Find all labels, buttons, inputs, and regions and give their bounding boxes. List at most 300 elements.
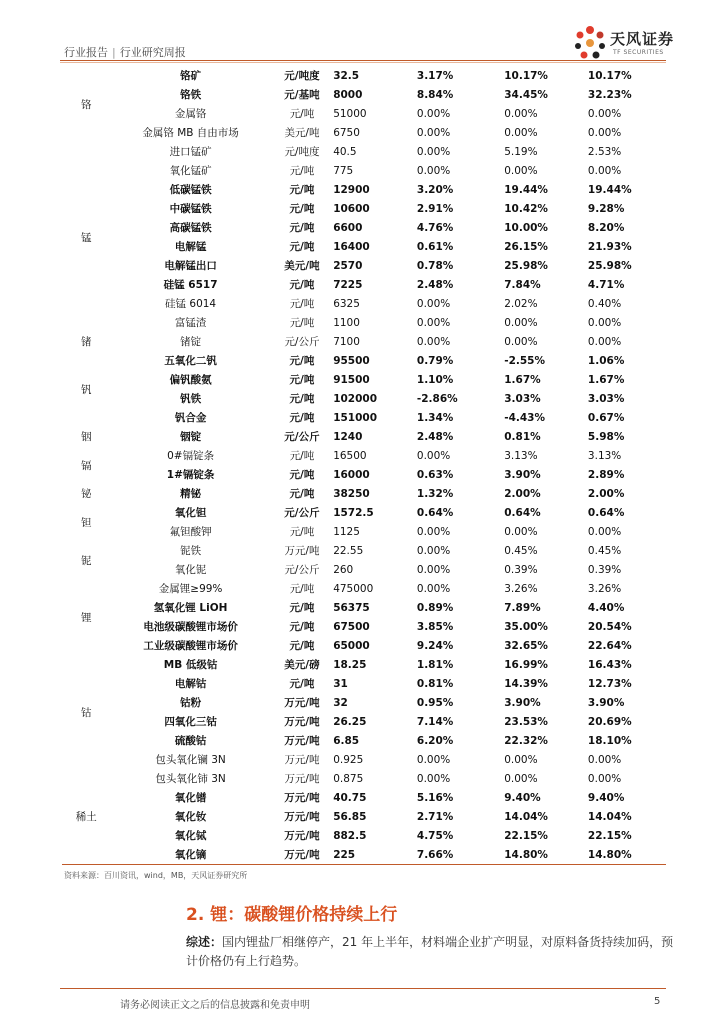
price-cell: 26.25 (333, 716, 367, 728)
price-cell: 151000 (333, 412, 378, 424)
price-cell: 7225 (333, 279, 363, 291)
unit-cell: 元/吨 (289, 488, 315, 500)
name-cell: 钒铁 (180, 393, 202, 405)
unit-cell: 万元/吨 (284, 754, 320, 766)
price-cell: 18.25 (333, 659, 367, 671)
c1-cell: 0.81% (416, 678, 454, 690)
footer-rule (60, 988, 666, 989)
price-cell: 475000 (333, 583, 374, 595)
name-cell: 进口锰矿 (169, 146, 212, 158)
table-row (62, 485, 666, 504)
table-row (62, 352, 666, 371)
name-cell: 0#镉锭条 (167, 450, 215, 462)
c2-cell: 14.04% (504, 811, 548, 823)
table-row (62, 295, 666, 314)
unit-cell: 元/吨 (289, 355, 315, 367)
name-cell: 五氧化二钒 (164, 355, 217, 367)
unit-cell: 元/公斤 (284, 507, 320, 519)
price-cell: 260 (333, 564, 354, 576)
name-cell: 氧化钽 (174, 507, 207, 519)
logo-text-en: TF SECURITIES (613, 49, 664, 56)
c3-cell: 2.00% (587, 488, 625, 500)
unit-cell: 万元/吨 (284, 830, 320, 842)
table-row (62, 656, 666, 675)
unit-cell: 元/吨 (289, 298, 315, 310)
c2-cell: 0.00% (504, 336, 538, 348)
unit-cell: 万元/吨 (284, 545, 320, 557)
c3-cell: 14.80% (587, 849, 632, 861)
unit-cell: 元/吨 (289, 526, 315, 538)
c1-cell: 2.48% (416, 431, 454, 443)
name-cell: 硅锰 6517 (163, 279, 218, 291)
company-logo (570, 22, 680, 62)
c3-cell: 9.40% (587, 792, 625, 804)
c1-cell: 3.20% (416, 184, 454, 196)
table-row (62, 599, 666, 618)
c1-cell: 0.61% (416, 241, 454, 253)
name-cell: 中碳锰铁 (169, 203, 212, 215)
name-cell: 金属铬 (174, 108, 207, 120)
c3-cell: 19.44% (587, 184, 632, 196)
table-row (62, 124, 666, 143)
category-cell: 钒 (80, 383, 92, 396)
c2-cell: 0.00% (504, 526, 538, 538)
c2-cell: -4.43% (504, 412, 546, 424)
unit-cell: 元/吨 (289, 469, 315, 481)
table-row (62, 713, 666, 732)
table-row (62, 846, 666, 865)
c2-cell: 10.00% (504, 222, 548, 234)
c3-cell: 20.69% (587, 716, 632, 728)
c3-cell: 22.15% (587, 830, 632, 842)
price-cell: 10600 (333, 203, 370, 215)
name-cell: 硫酸钴 (174, 735, 207, 747)
c1-cell: 7.14% (416, 716, 454, 728)
table-row (62, 732, 666, 751)
c1-cell: 0.00% (416, 564, 451, 576)
c3-cell: 0.00% (587, 108, 622, 120)
c2-cell: 0.00% (504, 754, 538, 766)
price-cell: 6600 (333, 222, 363, 234)
name-cell: 铬矿 (180, 70, 202, 82)
c3-cell: 0.00% (587, 526, 622, 538)
category-cell: 锂 (80, 611, 92, 624)
table-row (62, 428, 666, 447)
c1-cell: 6.20% (416, 735, 454, 747)
c3-cell: 20.54% (587, 621, 632, 633)
table-row (62, 162, 666, 181)
c3-cell: 1.06% (587, 355, 625, 367)
price-cell: 1240 (333, 431, 363, 443)
price-cell: 32 (333, 697, 348, 709)
c3-cell: 12.73% (587, 678, 632, 690)
c2-cell: 32.65% (504, 640, 548, 652)
unit-cell: 元/吨 (289, 374, 315, 386)
c2-cell: 14.80% (504, 849, 548, 861)
c3-cell: 3.13% (587, 450, 622, 462)
c3-cell: 0.45% (587, 545, 622, 557)
c2-cell: 7.84% (504, 279, 541, 291)
c2-cell: 16.99% (504, 659, 548, 671)
c3-cell: 0.00% (587, 754, 622, 766)
c3-cell: 0.40% (587, 298, 622, 310)
c1-cell: 3.85% (416, 621, 454, 633)
logo-icon (570, 22, 610, 62)
unit-cell: 元/吨 (289, 583, 315, 595)
category-cell: 钴 (80, 706, 92, 719)
c1-cell: 0.95% (416, 697, 454, 709)
unit-cell: 元/吨 (289, 184, 315, 196)
price-cell: 6325 (333, 298, 360, 310)
price-cell: 40.5 (333, 146, 357, 158)
name-cell: 金属铬 MB 自由市场 (142, 127, 239, 139)
c1-cell: 5.16% (416, 792, 454, 804)
header-report-type: 行业报告 (64, 46, 108, 59)
c2-cell: 3.90% (504, 697, 541, 709)
category-cell: 铌 (80, 554, 92, 567)
c1-cell: 1.32% (416, 488, 454, 500)
name-cell: 金属锂≥99% (158, 583, 223, 595)
price-cell: 38250 (333, 488, 370, 500)
unit-cell: 元/吨 (289, 640, 315, 652)
name-cell: 氧化锰矿 (169, 165, 212, 177)
table-row (62, 200, 666, 219)
disclaimer-link[interactable]: 请务必阅读正文之后的信息披露和免责申明 (120, 1000, 310, 1011)
c1-cell: 3.17% (416, 70, 454, 82)
unit-cell: 美元/磅 (284, 659, 320, 671)
c2-cell: 0.00% (504, 165, 538, 177)
name-cell: 电解钴 (174, 678, 207, 690)
c2-cell: 22.32% (504, 735, 548, 747)
price-cell: 51000 (333, 108, 367, 120)
unit-cell: 元/吨 (289, 450, 315, 462)
body-text: 国内锂盐厂相继停产，21 年上半年，材料端企业扩产明显，对原料备货持续加码，预计价格仍有上行趋势。 (186, 935, 674, 968)
c2-cell: -2.55% (504, 355, 546, 367)
name-cell: 富锰渣 (174, 317, 207, 329)
unit-cell: 元/吨 (289, 678, 315, 690)
category-cell: 铬 (80, 98, 92, 111)
name-cell: 工业级碳酸锂市场价 (143, 640, 238, 652)
c2-cell: 7.89% (504, 602, 541, 614)
table-row (62, 447, 666, 466)
unit-cell: 万元/吨 (284, 811, 320, 823)
name-cell: 钴粉 (180, 697, 202, 709)
unit-cell: 元/吨度 (284, 146, 320, 158)
price-cell: 32.5 (333, 70, 360, 82)
table-row (62, 694, 666, 713)
c3-cell: 0.00% (587, 165, 622, 177)
c2-cell: 3.90% (504, 469, 541, 481)
source-note: 资料来源：百川资讯，wind，MB，天风证券研究所 (64, 871, 248, 880)
body-paragraph (186, 933, 676, 971)
name-cell: 电池级碳酸锂市场价 (143, 621, 238, 633)
name-cell: MB 低级钴 (163, 659, 218, 671)
c3-cell: 4.71% (587, 279, 625, 291)
c3-cell: 4.40% (587, 602, 625, 614)
unit-cell: 元/吨 (289, 165, 315, 177)
c2-cell: 22.15% (504, 830, 548, 842)
c2-cell: 26.15% (504, 241, 548, 253)
table-row (62, 181, 666, 200)
price-cell: 882.5 (333, 830, 367, 842)
name-cell: 钒合金 (174, 412, 207, 424)
name-cell: 铌铁 (180, 545, 202, 557)
c1-cell: 2.91% (416, 203, 454, 215)
price-cell: 31 (333, 678, 348, 690)
c1-cell: 0.00% (416, 545, 451, 557)
unit-cell: 元/吨 (289, 203, 315, 215)
price-cell: 1572.5 (333, 507, 374, 519)
unit-cell: 美元/吨 (284, 260, 320, 272)
name-cell: 硅锰 6014 (165, 298, 217, 310)
unit-cell: 元/吨 (289, 241, 315, 253)
c2-cell: 0.64% (504, 507, 541, 519)
name-cell: 包头氧化铈 3N (155, 773, 226, 785)
name-cell: 氧化钕 (174, 811, 207, 823)
name-cell: 氟钽酸钾 (169, 526, 212, 538)
c3-cell: 16.43% (587, 659, 632, 671)
c1-cell: -2.86% (416, 393, 458, 405)
c1-cell: 0.00% (416, 165, 451, 177)
c2-cell: 19.44% (504, 184, 548, 196)
name-cell: 偏钒酸氨 (169, 374, 212, 386)
c2-cell: 34.45% (504, 89, 548, 101)
c3-cell: 3.26% (587, 583, 622, 595)
table-row (62, 219, 666, 238)
unit-cell: 元/吨 (289, 621, 315, 633)
table-bottom-rule (62, 864, 666, 865)
c1-cell: 2.71% (416, 811, 454, 823)
c3-cell: 9.28% (587, 203, 625, 215)
c3-cell: 0.00% (587, 773, 622, 785)
table-row (62, 86, 666, 105)
c2-cell: 0.81% (504, 431, 541, 443)
c3-cell: 2.89% (587, 469, 625, 481)
c1-cell: 0.00% (416, 146, 451, 158)
table-row (62, 808, 666, 827)
unit-cell: 万元/吨 (284, 735, 320, 747)
table-row (62, 67, 666, 86)
table-row (62, 770, 666, 789)
c1-cell: 1.81% (416, 659, 454, 671)
price-cell: 91500 (333, 374, 370, 386)
price-cell: 56375 (333, 602, 370, 614)
unit-cell: 元/吨 (289, 393, 315, 405)
c3-cell: 0.00% (587, 336, 622, 348)
price-cell: 1125 (333, 526, 360, 538)
price-cell: 6750 (333, 127, 360, 139)
c2-cell: 23.53% (504, 716, 548, 728)
c3-cell: 0.00% (587, 127, 622, 139)
c2-cell: 0.39% (504, 564, 538, 576)
c3-cell: 0.67% (587, 412, 625, 424)
name-cell: 氢氧化锂 LiOH (153, 602, 228, 614)
table-row (62, 333, 666, 352)
c3-cell: 0.00% (587, 317, 622, 329)
price-cell: 56.85 (333, 811, 367, 823)
unit-cell: 元/公斤 (284, 431, 320, 443)
c1-cell: 0.00% (416, 754, 451, 766)
category-cell: 锗 (80, 336, 92, 348)
c3-cell: 5.98% (587, 431, 625, 443)
header-rule-secondary (60, 62, 666, 63)
price-table (62, 67, 666, 865)
c1-cell: 8.84% (416, 89, 454, 101)
table-row (62, 143, 666, 162)
c3-cell: 0.39% (587, 564, 622, 576)
table-row (62, 276, 666, 295)
price-cell: 22.55 (333, 545, 364, 557)
c1-cell: 9.24% (416, 640, 454, 652)
c1-cell: 7.66% (416, 849, 454, 861)
name-cell: 锗锭 (180, 336, 202, 348)
table-row (62, 542, 666, 561)
c1-cell: 0.00% (416, 298, 451, 310)
unit-cell: 元/吨 (289, 317, 315, 329)
table-row (62, 637, 666, 656)
c1-cell: 0.00% (416, 336, 451, 348)
c1-cell: 0.79% (416, 355, 454, 367)
c3-cell: 10.17% (587, 70, 632, 82)
price-cell: 225 (333, 849, 356, 861)
section-title: 2. 锂：碳酸锂价格持续上行 (186, 905, 398, 925)
c3-cell: 2.53% (587, 146, 622, 158)
price-cell: 6.85 (333, 735, 360, 747)
c1-cell: 0.89% (416, 602, 454, 614)
table-row (62, 390, 666, 409)
c3-cell: 3.90% (587, 697, 625, 709)
c2-cell: 35.00% (504, 621, 548, 633)
c2-cell: 0.00% (504, 773, 538, 785)
c1-cell: 0.00% (416, 450, 451, 462)
c3-cell: 8.20% (587, 222, 625, 234)
header-report-subtype: 行业研究周报 (119, 46, 186, 59)
unit-cell: 元/吨 (289, 222, 315, 234)
price-cell: 2570 (333, 260, 363, 272)
unit-cell: 元/基吨 (284, 89, 320, 101)
price-cell: 102000 (333, 393, 378, 405)
c2-cell: 0.00% (504, 108, 538, 120)
table-row (62, 371, 666, 390)
category-cell: 锰 (80, 231, 92, 244)
unit-cell: 美元/吨 (284, 127, 320, 139)
c2-cell: 10.17% (504, 70, 548, 82)
c1-cell: 0.64% (416, 507, 454, 519)
c1-cell: 1.10% (416, 374, 454, 386)
c1-cell: 0.00% (416, 108, 451, 120)
unit-cell: 万元/吨 (284, 849, 320, 861)
category-cell: 铟 (80, 431, 92, 443)
page-number: 5 (654, 996, 661, 1007)
name-cell: 电解锰出口 (164, 260, 217, 272)
c3-cell: 3.03% (587, 393, 625, 405)
unit-cell: 元/吨 (289, 279, 315, 291)
price-cell: 0.875 (333, 773, 364, 785)
table-row (62, 827, 666, 846)
c2-cell: 2.00% (504, 488, 541, 500)
c1-cell: 0.00% (416, 317, 451, 329)
price-cell: 0.925 (333, 754, 364, 766)
c1-cell: 0.00% (416, 526, 451, 538)
name-cell: 四氧化三钴 (164, 716, 217, 728)
unit-cell: 元/吨 (289, 108, 315, 120)
c2-cell: 14.39% (504, 678, 548, 690)
table-row (62, 618, 666, 637)
category-cell: 稀土 (75, 811, 97, 823)
c3-cell: 22.64% (587, 640, 632, 652)
unit-cell: 万元/吨 (284, 716, 320, 728)
c2-cell: 0.00% (504, 317, 538, 329)
c3-cell: 1.67% (587, 374, 625, 386)
name-cell: 铬铁 (180, 89, 202, 101)
c2-cell: 9.40% (504, 792, 541, 804)
price-cell: 16000 (333, 469, 370, 481)
c3-cell: 21.93% (587, 241, 632, 253)
category-cell: 铋 (80, 488, 92, 500)
name-cell: 高碳锰铁 (169, 222, 212, 234)
table-row (62, 466, 666, 485)
table-row (62, 751, 666, 770)
logo-text-cn: 天风证券 (610, 30, 675, 48)
c1-cell: 0.00% (416, 773, 451, 785)
report-header: 行业报告 | 行业研究周报 (64, 46, 186, 59)
c1-cell: 0.78% (416, 260, 454, 272)
unit-cell: 万元/吨 (284, 697, 320, 709)
price-cell: 7100 (333, 336, 360, 348)
c2-cell: 25.98% (504, 260, 548, 272)
c3-cell: 25.98% (587, 260, 632, 272)
category-cell: 钽 (80, 516, 92, 529)
name-cell: 氧化铽 (174, 830, 207, 842)
c3-cell: 0.64% (587, 507, 625, 519)
c2-cell: 0.45% (504, 545, 538, 557)
unit-cell: 万元/吨 (284, 773, 320, 785)
price-cell: 775 (333, 165, 354, 177)
c1-cell: 0.00% (416, 127, 451, 139)
body-label: 综述： (186, 935, 223, 949)
price-table-body (62, 67, 666, 865)
table-row (62, 314, 666, 333)
unit-cell: 元/吨 (289, 412, 315, 424)
price-cell: 16500 (333, 450, 367, 462)
header-rule (60, 60, 666, 61)
c1-cell: 0.63% (416, 469, 454, 481)
unit-cell: 元/公斤 (284, 564, 320, 576)
table-row (62, 257, 666, 276)
unit-cell: 元/公斤 (284, 336, 320, 348)
table-row (62, 561, 666, 580)
price-cell: 95500 (333, 355, 370, 367)
table-row (62, 409, 666, 428)
name-cell: 低碳锰铁 (169, 184, 212, 196)
c2-cell: 0.00% (504, 127, 538, 139)
name-cell: 精铋 (180, 488, 202, 500)
c2-cell: 3.26% (504, 583, 538, 595)
unit-cell: 元/吨度 (284, 70, 320, 82)
c2-cell: 10.42% (504, 203, 548, 215)
c2-cell: 2.02% (504, 298, 538, 310)
table-row (62, 789, 666, 808)
c2-cell: 3.13% (504, 450, 538, 462)
unit-cell: 万元/吨 (284, 792, 320, 804)
table-row (62, 238, 666, 257)
c1-cell: 0.00% (416, 583, 451, 595)
price-cell: 1100 (333, 317, 360, 329)
name-cell: 电解锰 (174, 241, 207, 253)
table-row (62, 105, 666, 124)
table-row (62, 504, 666, 523)
c1-cell: 2.48% (416, 279, 454, 291)
